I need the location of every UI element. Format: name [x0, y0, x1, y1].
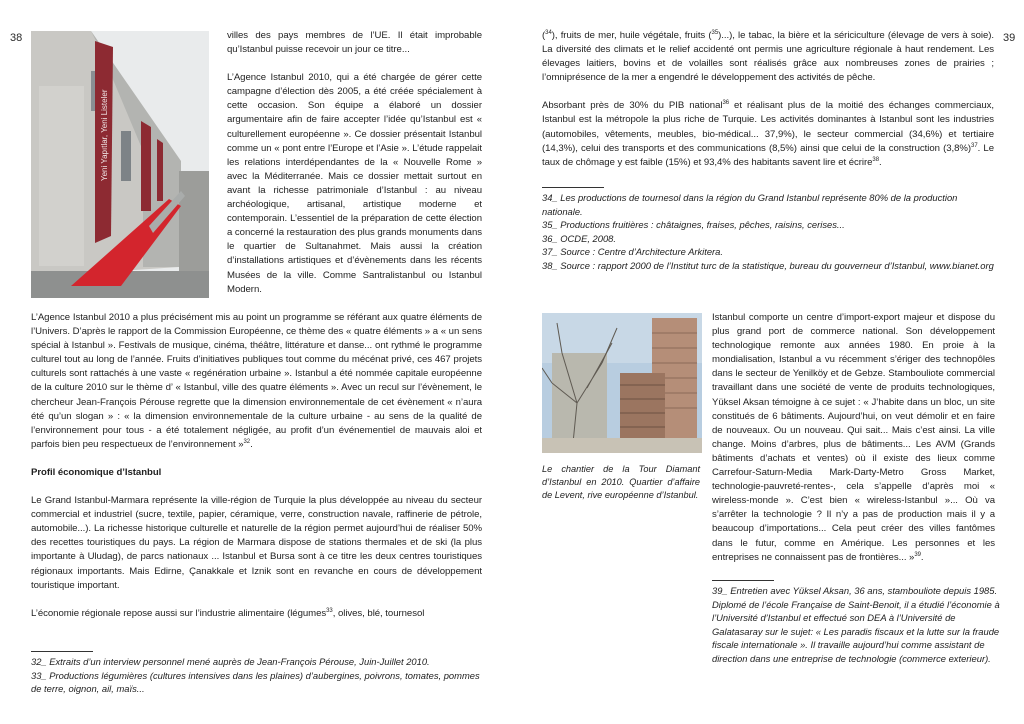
section-heading: Profil économique d’Istanbul — [31, 466, 162, 478]
paragraph-text: . — [879, 156, 882, 168]
paragraph: L’Agence Istanbul 2010 a plus précisément mis au point un programme se référant aux quatre éléments de l’Univers. D’après le rapport de la Commission Européenne, ce thème des « quatre éléments » a « un sens spécial à Istanbul ». Festivals de musique, cinéma, théâtre, littérature et danse... ont rythmé le programme culturel tout au long de l’année. Fruits d’initiatives publiques tout comme du mécénat privé, ces 467 projets culturels sont rattachés à une vaste « regénération urbaine ». Istanbul a été nommée capitale européenne de la culture 2010 sur le thème d’ « Istanbul, ville des quatre éléments ». Avec un recul sur l’évènement, le chercheur Jean-François Pérouse regrette que la dimension environnementale de cet évènement « n’aura été qu’un slogan » : « la dimension environnementale de la culture urbaine - au sens de la qualité de l’environnement pour tous - a été totalement négligée, au profit d’un événementiel de mauvais aloi et parfois bien peu respectueux de l’environnement »$^{32}$. — [31, 312, 482, 450]
page-number-left: 38 — [10, 32, 23, 44]
footnote: 39_ Entretien avec Yüksel Aksan, 36 ans, stambouliote depuis 1985. Diplomé de l’école Française de Saint-Benoit, il a étudié l’économie à l’Université d’Istanbul et effectué son DEA à l’Université de Galatasaray sur le sujet: « Les paradis fiscaux et la lutte sur la fraude fiscale internationale ». Il travaille aujourd’hui comme assistant de direction dans une entreprise de technologie (commerce exterieur). — [712, 585, 1000, 664]
footnote-ref: 39 — [914, 551, 921, 558]
footnotes-left — [31, 655, 486, 696]
footnote-ref: 34 — [545, 29, 552, 36]
building-photo — [31, 31, 209, 298]
construction-site-photo-icon — [542, 313, 702, 453]
building-photo-icon — [31, 31, 209, 298]
footnote: 38_ Source : rapport 2000 de l’Institut turc de la statistique, bureau du gouverneur d’Istanbul, www.bianet.org — [542, 259, 994, 271]
paragraph-text: )...), le tabac, la bière et la sériciculture (élevage de vers à soie). La diversité des climats et le relief accidenté ont permis une agriculture régionale à haut rendement. Les élevages laitiers, bovins et de volailles sont réalisés grâce aux nombreuses zones de prairies ; l’omniprésence de la mer a engendré le développement des activités de pêche. — [542, 30, 994, 84]
photo-caption: Le chantier de la Tour Diamant d’Istanbul en 2010. Quartier d’affaire de Levent, rive européenne d’Istanbul. — [542, 464, 700, 501]
paragraph — [712, 311, 995, 565]
paragraph — [31, 607, 482, 621]
paragraph: Le Grand Istanbul-Marmara représente la ville-région de Turquie la plus développée au niveau du secteur commercial et industriel (sucre, textile, papier, céramique, verre, construction navale, raffinerie de pétrole, automobile...). La richesse historique culturelle et naturelle de la région permet aujourd’hui de réaliser 50% des recettes touristiques du pays. La région de Marmara dispose de stations thermales et de ski (la plus importante à Uludag), de parcs nationaux ... Istanbul et Bursa sont à ce titre les deux centres touristiques régionaux importants. Mais Edirne, Çanakkale et Iznik sont en revanche en cours de développement touristique important. — [31, 495, 482, 591]
paragraph-text: ), fruits de mer, huile végétale, fruits ( — [551, 30, 712, 41]
paragraph-text: . — [920, 551, 924, 563]
footnote-ref: 35 — [711, 29, 719, 36]
left-body-text — [31, 311, 482, 621]
paragraph-text: ( — [542, 30, 546, 41]
right-column-text — [712, 311, 995, 565]
paragraph-text: Istanbul comporte un centre d’import-export majeur et dispose du plus grand port de commerce national. Son développement technologique remonte aux années 1980. En proie à la mondialisation, Istanbul a vu récemment s’ériger des technopôles dans le secteur de Yenilköy et de Gebze. Stambouliote commercial travaillant dans une société de vente de produits technologiques, Yüksel Aksan témoigne à ce sujet : « J’habite dans un bloc, un site constitués de 6 bâtiments. Aujourd’hui, on veut démolir et en faire de nouveaux. Ou un nouveau. Qui sait... Mais c’est ainsi. La ville change. Moins d’arbres, plus de bâtiments... Les AVM (Grands bâtiments d’achats et ventes) où il existe des lieux comme Carrefour-Saturn-Media Mark-Darty-Metro Gross Market, technologie-pauvreté-rentes-, cela s’appelle d’après moi « wireless-monde ». C’est bien « wireless-Istanbul »... Où va s’arrêter la technologie ? Il n’y a pas de production mais il y a beaucoup d’importations... Cela peut créer des villes fantômes dans le futur, comme en Amérique. Les personnes et les entreprises ne connaissent pas de frontières... » — [712, 312, 995, 563]
footnote-ref: 32 — [243, 438, 251, 445]
footnote: 37_ Source : Centre d’Architecture Arkitera. — [542, 246, 723, 258]
paragraph-text: L’économie régionale repose aussi sur l’industrie alimentaire (légumes — [31, 607, 327, 619]
footnote-rule — [31, 651, 93, 652]
paragraph — [542, 29, 994, 85]
footnotes-right-top — [542, 191, 997, 273]
footnote: 35_ Productions fruitières : châtaignes, fraises, pêches, raisins, cerises... — [542, 219, 845, 231]
footnote: 36_ OCDE, 2008. — [542, 232, 617, 244]
footnote: 32_ Extraits d’un interview personnel mené auprès de Jean-François Pérouse, Juin-Juillet 2010. — [31, 656, 430, 667]
paragraph — [542, 99, 994, 169]
footnote-rule — [712, 580, 774, 581]
page-number-right: 39 — [1003, 32, 1016, 44]
construction-photo — [542, 313, 702, 453]
footnote-rule — [542, 187, 604, 188]
paragraph-text: et réalisant plus de la moitié des échanges commerciaux, Istanbul est la métropole la plus riche de Turquie. Les activités dominantes à Istanbul sont les industries (automobiles, vêtements, meubles, bio-médical... 37,9%), le secteur commercial (34,6%) et tertiaire (14,3%), celui des transports et des communications (8,5%) ainsi que celui de la construction (3,8%) — [542, 100, 995, 154]
footnote-ref: 37 — [971, 142, 978, 149]
paragraph-text: . Le taux de chômage y est faible (15%) et 93,4% des habitants savent lire et écrire — [542, 142, 994, 168]
paragraph-text: , olives, blé, tournesol — [332, 607, 425, 619]
footnote: 33_ Productions légumières (cultures intensives dans les plaines) d’aubergines, poivrons, tomates, pommes de terre, oignon, ail, maïs... — [31, 669, 480, 695]
footnote: 34_ Les productions de tournesol dans la région du Grand Istanbul représente 80% de la production nationale. — [542, 192, 958, 217]
footnote-ref: 36 — [722, 100, 730, 107]
paragraph-text: Absorbant près de 30% du PIB national — [542, 100, 723, 112]
right-body-text — [542, 29, 994, 170]
footnote-ref: 38 — [872, 156, 879, 163]
paragraph: L’Agence Istanbul 2010, qui a été chargée de gérer cette campagne d’élection dès 2005, a été créée spécialement à cette occasion. Son équipe a élaboré un dossier argumentaire afin de faire accepter l’idée qu’Istanbul est « culturellement européenne ». Ce dossier présentait Istanbul comme un « pont entre l’Europe et l’Asie ». L’étude rappelait les relations interdépendantes de la « Nouvelle Rome » avec la Méditerranée. Mais ce dossier mettait surtout en avant la richesse patrimoniale d’Istanbul : au niveau archéologique, artisanal, artistique moderne et contemporain. L’essentiel de la préparation de cette élection a concerné la restauration des plus grands monuments dans le quartier de Sultanahmet. Mais aussi la création d’installations artistiques et d’évènements dans les récents Musées de la ville. Comme Santralistanbul ou Istanbul Modern. — [227, 72, 482, 295]
banner-text: Yeni Yapıtlar, Yeni Listeler — [100, 89, 109, 181]
footnote-ref: 33 — [326, 607, 333, 614]
paragraph: villes des pays membres de l’UE. Il était improbable qu’Istanbul puisse recevoir un jour ce titre... — [227, 30, 482, 56]
footnote-right-bottom — [712, 584, 1002, 666]
left-column-text — [227, 29, 482, 297]
paragraph-text: L’Agence Istanbul 2010 a plus précisément mis au point un programme se référant aux quatre éléments de l’Univers. D’après le rapport de la Commission Européenne, ce thème des « quatre éléments » a « un sens spécial à Istanbul ». Festivals de musique, cinéma, théâtre, littérature et danse... ont rythmé le programme culturel tout au long de l’année. Fruits d’initiatives publiques tout comme du mécénat privé, ces 467 projets culturels sont rattachés à une vaste « regénération urbaine ». Istanbul a été nommée capitale européenne de la culture 2010 sur le thème d’ « Istanbul, ville des quatre éléments ». Avec un recul sur l’évènement, le chercheur Jean-François Pérouse regrette que la dimension environnementale de cet évènement « n’aura été qu’un slogan » : « la dimension environnementale de la culture urbaine - au sens de la qualité de l’environnement pour tous - a été totalement négligée, au profit d’un événementiel de mauvais aloi et parfois bien peu respectueux de l’environnement » — [31, 312, 482, 450]
